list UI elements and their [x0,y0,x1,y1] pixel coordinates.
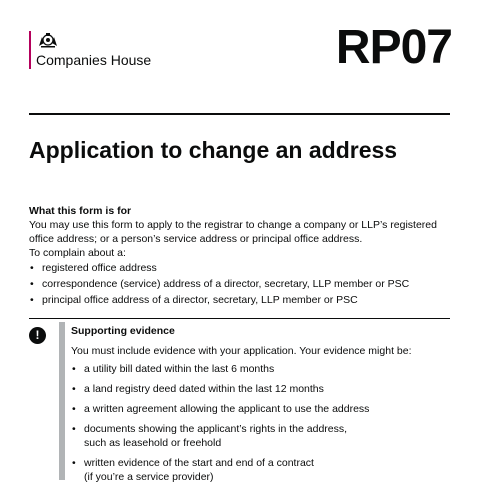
bullet-icon: • [72,383,76,395]
complain-list [29,261,454,307]
bullet-icon: • [30,294,34,306]
form-code: RP07 [335,21,452,74]
evidence-intro: You must include evidence with your application. Your evidence might be: [71,345,412,357]
list-item: • registered office address [30,262,157,274]
bullet-icon: • [72,423,76,435]
exclamation-icon: ! [29,327,46,344]
purpose-intro: You may use this form to apply to the registrar to change a company or LLP’s registered office address; or a person’s service address or principal office address. [29,219,437,245]
supporting-evidence-section [71,324,461,490]
list-item: • written evidence of the start and end of a contract (if you’re a service provider) [72,457,314,483]
header-divider [29,113,450,115]
bullet-icon: • [72,363,76,375]
list-item: • a written agreement allowing the applicant to use the address [72,403,370,415]
royal-crest-icon [36,31,60,49]
list-item: • principal office address of a director, secretary, LLP member or PSC [30,294,358,306]
bullet-icon: • [72,457,76,469]
list-item: • documents showing the applicant’s rights in the address, such as leasehold or freehold [72,423,348,449]
list-item: • correspondence (service) address of a director, secretary, LLP member or PSC [30,278,410,290]
evidence-side-bar [59,322,65,480]
brand-name: Companies House [36,52,152,68]
bullet-icon: • [30,278,34,290]
list-item: • a utility bill dated within the last 6 months [72,363,275,375]
purpose-heading: What this form is for [29,205,132,217]
form-purpose-section [29,204,454,309]
evidence-heading: Supporting evidence [71,325,175,337]
page-title: Application to change an address [29,137,398,163]
document-header [0,0,480,120]
list-item: • a land registry deed dated within the last 12 months [72,383,324,395]
bullet-icon: • [30,262,34,274]
brand-rule [29,31,31,69]
complain-label: To complain about a: [29,247,126,259]
bullet-icon: • [72,403,76,415]
section-divider [29,318,450,319]
evidence-list [71,362,461,484]
